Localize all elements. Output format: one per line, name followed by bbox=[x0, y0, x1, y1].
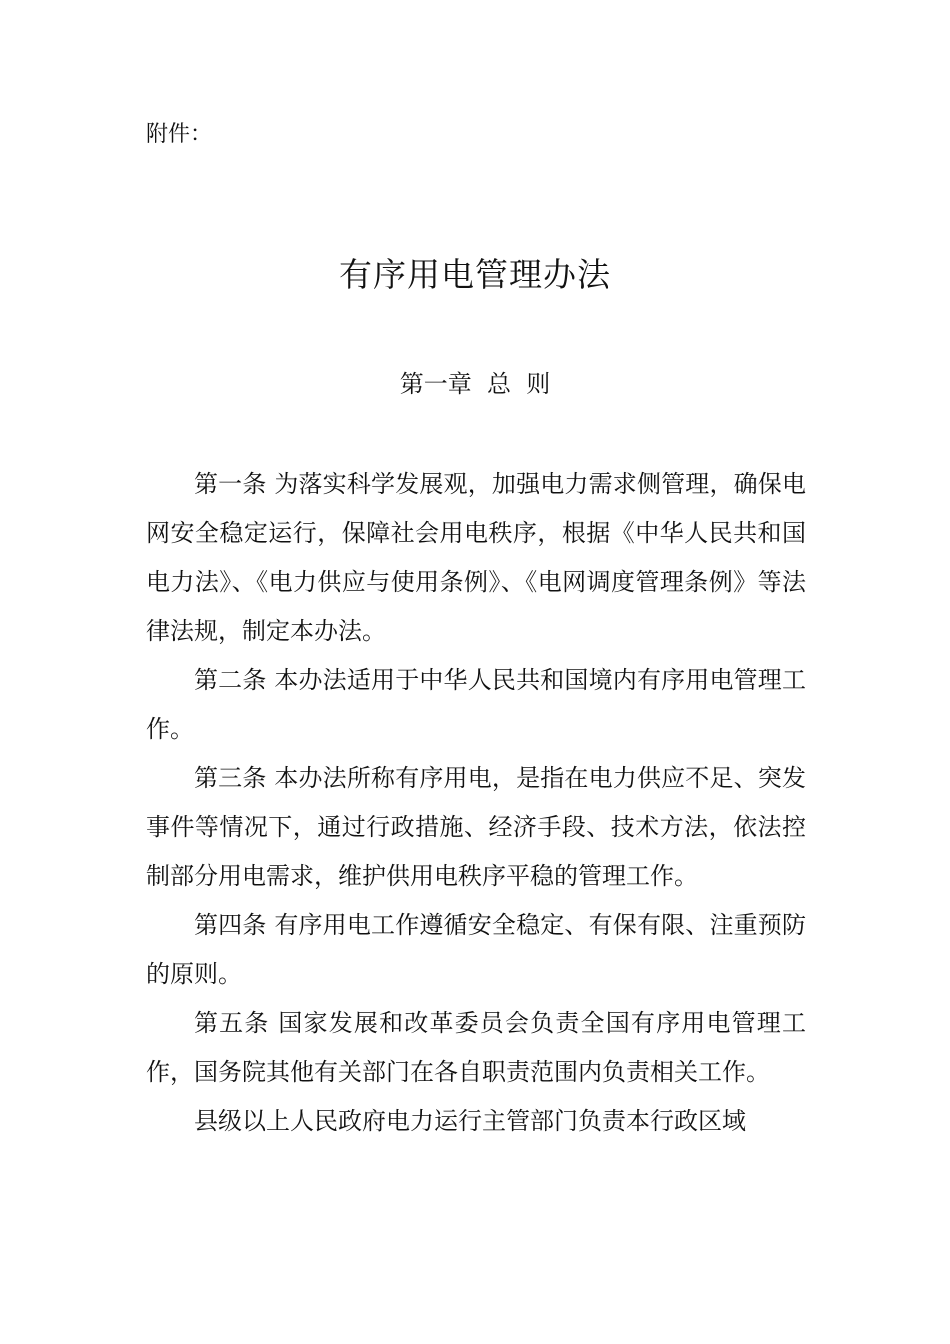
article-3-paragraph: 第三条 本办法所称有序用电，是指在电力供应不足、突发事件等情况下，通过行政措施、经济手段、技术方法，依法控制部分用电需求，维护供用电秩序平稳的管理工作。 bbox=[146, 764, 806, 890]
article-5-paragraph: 第五条 国家发展和改革委员会负责全国有序用电管理工作，国务院其他有关部门在各自职责范围内负责相关工作。 bbox=[146, 1009, 806, 1086]
attachment-label: 附件： bbox=[146, 122, 213, 147]
document-body bbox=[146, 460, 806, 1146]
article-4-paragraph: 第四条 有序用电工作遵循安全稳定、有保有限、注重预防的原则。 bbox=[146, 911, 806, 988]
article-1-paragraph: 第一条 为落实科学发展观，加强电力需求侧管理，确保电网安全稳定运行，保障社会用电秩序，根据《中华人民共和国电力法》、《电力供应与使用条例》、《电网调度管理条例》等法律法规，制定本办法。 bbox=[146, 470, 806, 645]
article-2-paragraph: 第二条 本办法适用于中华人民共和国境内有序用电管理工作。 bbox=[146, 666, 806, 743]
document-title: 有序用电管理办法 bbox=[339, 255, 611, 294]
chapter-heading: 第一章 总 则 bbox=[399, 370, 551, 398]
article-5-continuation-paragraph: 县级以上人民政府电力运行主管部门负责本行政区域 bbox=[194, 1107, 746, 1135]
